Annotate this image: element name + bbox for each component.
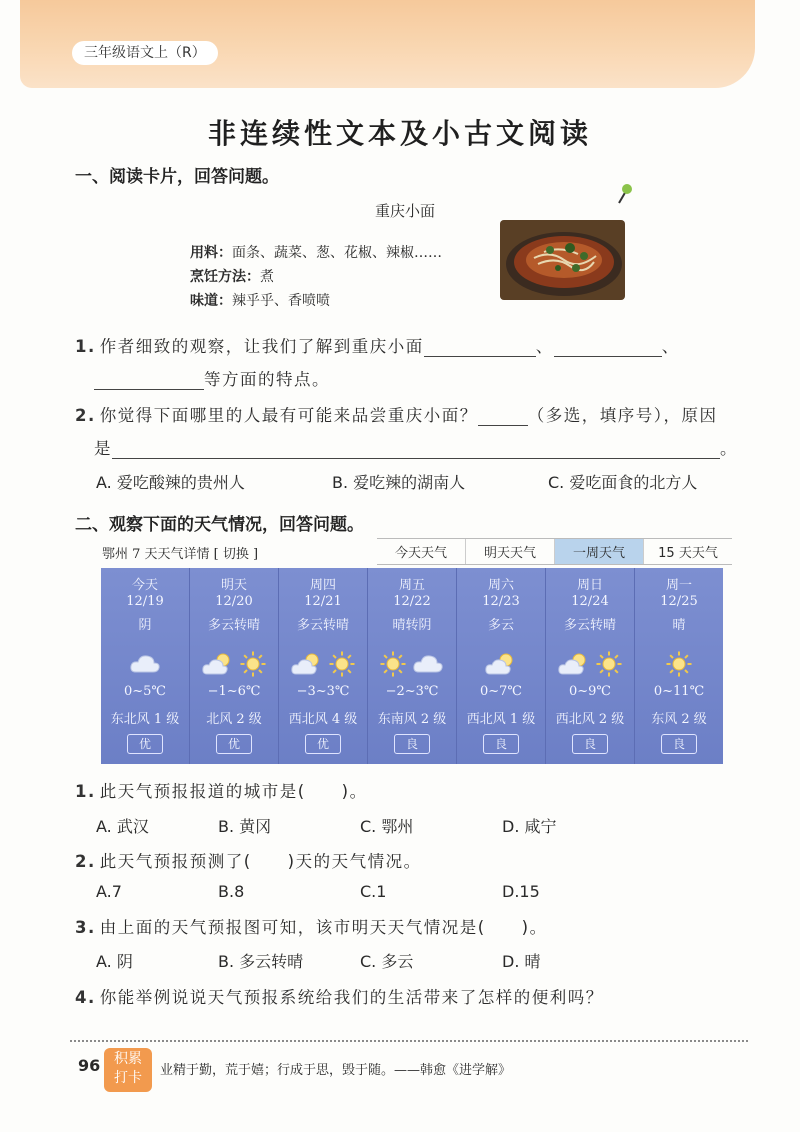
temperature-label: 0~11℃ — [653, 684, 705, 699]
partly-cloudy-icon — [557, 650, 591, 682]
answer-blank[interactable] — [94, 373, 204, 391]
card-ingredients: 用料：面条、蔬菜、葱、花椒、辣椒…… — [190, 245, 442, 261]
day-label: 周六 — [487, 578, 514, 593]
tab-tomorrow[interactable]: 明天天气 — [466, 539, 555, 564]
temperature-label: 0~9℃ — [569, 684, 611, 699]
date-label: 12/21 — [304, 594, 342, 609]
temperature-label: −3~3℃ — [296, 684, 350, 699]
weather-icons — [368, 650, 456, 678]
grade-label: 三年级语文上（R） — [72, 41, 218, 65]
day-label: 今天 — [131, 578, 158, 593]
day-label: 周一 — [665, 578, 692, 593]
answer-blank[interactable] — [112, 442, 720, 460]
weather-day — [279, 568, 368, 764]
date-label: 12/22 — [393, 594, 431, 609]
date-label: 12/20 — [215, 594, 253, 609]
wind-label: 东南风 2 级 — [377, 712, 447, 727]
condition-label: 多云转晴 — [207, 618, 260, 633]
page-number: 96 — [78, 1056, 101, 1075]
s1-question-1-cont: 等方面的特点。 — [94, 366, 330, 390]
air-quality-badge: 优 — [127, 734, 163, 754]
s2-q3-option-a[interactable]: A. 阴 — [96, 952, 133, 971]
partly-cloudy-icon — [484, 650, 518, 682]
s2-question-4: 4. 你能举例说说天气预报系统给我们的生活带来了怎样的便利吗？ — [75, 988, 604, 1007]
condition-label: 多云 — [487, 618, 514, 633]
tab-week[interactable]: 一周天气 — [555, 539, 644, 564]
wind-label: 东北风 1 级 — [110, 712, 180, 727]
weather-icons — [279, 650, 367, 678]
card-title: 重庆小面 — [375, 202, 436, 220]
air-quality-badge: 良 — [394, 734, 430, 754]
s2-q3-option-c[interactable]: C. 多云 — [360, 952, 414, 971]
s1-question-1: 1. 作者细致的观察，让我们了解到重庆小面 、 、 — [75, 337, 680, 356]
s2-q1-option-b[interactable]: B. 黄冈 — [218, 817, 272, 836]
weather-day — [457, 568, 546, 764]
weather-icons — [635, 650, 723, 678]
wind-label: 西北风 4 级 — [288, 712, 358, 727]
sun-icon — [239, 650, 267, 682]
s2-q2-option-b[interactable]: B.8 — [218, 882, 245, 901]
weather-day — [546, 568, 635, 764]
date-label: 12/23 — [482, 594, 520, 609]
temperature-label: −2~3℃ — [385, 684, 439, 699]
partly-cloudy-icon — [290, 650, 324, 682]
wind-label: 西北风 1 级 — [466, 712, 536, 727]
weather-icons — [546, 650, 634, 678]
pin-icon — [615, 183, 633, 205]
condition-label: 晴 — [672, 618, 686, 633]
weather-day — [368, 568, 457, 764]
air-quality-badge: 良 — [483, 734, 519, 754]
cloud-icon — [128, 650, 162, 682]
condition-label: 阴 — [138, 618, 152, 633]
cloud-icon — [411, 650, 445, 682]
weather-header[interactable]: 鄂州 7 天天气详情 [ 切换 ] — [102, 547, 259, 562]
day-label: 周四 — [309, 578, 336, 593]
date-label: 12/25 — [660, 594, 698, 609]
s2-question-1: 1. 此天气预报报道的城市是( )。 — [75, 782, 368, 801]
tab-15days[interactable]: 15 天天气 — [658, 546, 718, 561]
air-quality-badge: 优 — [216, 734, 252, 754]
condition-label: 多云转晴 — [563, 618, 616, 633]
partly-cloudy-icon — [201, 650, 235, 682]
weather-icons — [101, 650, 189, 678]
date-label: 12/24 — [571, 594, 609, 609]
weather-day — [635, 568, 723, 764]
sun-icon — [665, 650, 693, 682]
s2-q1-option-d[interactable]: D. 咸宁 — [502, 817, 557, 836]
page-title: 非连续性文本及小古文阅读 — [207, 117, 592, 150]
weather-day — [190, 568, 279, 764]
answer-blank[interactable] — [478, 409, 528, 427]
temperature-label: −1~6℃ — [207, 684, 261, 699]
air-quality-badge: 良 — [661, 734, 697, 754]
answer-blank[interactable] — [554, 340, 662, 358]
weather-day — [101, 568, 190, 764]
air-quality-badge: 优 — [305, 734, 341, 754]
day-label: 周日 — [576, 578, 603, 593]
s2-q2-option-a[interactable]: A.7 — [96, 882, 122, 901]
answer-blank[interactable] — [424, 340, 536, 358]
date-label: 12/19 — [126, 594, 164, 609]
wind-label: 西北风 2 级 — [555, 712, 625, 727]
sun-icon — [595, 650, 623, 682]
s1-question-2: 2. 你觉得下面哪里的人最有可能来品尝重庆小面？ （多选，填序号），原因 — [75, 406, 718, 425]
weather-icons — [457, 650, 545, 678]
s2-question-3: 3. 由上面的天气预报图可知，该市明天天气情况是( )。 — [75, 918, 548, 937]
wind-label: 北风 2 级 — [206, 712, 262, 727]
s2-q3-option-d[interactable]: D. 晴 — [502, 952, 541, 971]
condition-label: 晴转阴 — [392, 618, 432, 633]
s2-q3-option-b[interactable]: B. 多云转晴 — [218, 952, 304, 971]
accumulate-badge: 积累 打卡 — [104, 1048, 152, 1092]
weather-panel — [101, 568, 723, 764]
s2-question-2: 2. 此天气预报预测了( )天的天气情况。 — [75, 852, 422, 871]
air-quality-badge: 良 — [572, 734, 608, 754]
s1-q2-option-b[interactable]: B. 爱吃辣的湖南人 — [332, 473, 466, 492]
condition-label: 多云转晴 — [296, 618, 349, 633]
section1-heading: 一、阅读卡片，回答问题。 — [75, 167, 279, 187]
card-method: 烹饪方法：煮 — [190, 269, 274, 285]
footer-divider — [70, 1040, 748, 1042]
tab-today[interactable]: 今天天气 — [377, 539, 466, 564]
s2-q1-option-a[interactable]: A. 武汉 — [96, 817, 149, 836]
card-taste: 味道：辣乎乎、香喷喷 — [190, 293, 330, 309]
day-label: 明天 — [220, 578, 247, 593]
section2-heading: 二、观察下面的天气情况，回答问题。 — [75, 515, 364, 535]
sun-icon — [379, 650, 407, 682]
day-label: 周五 — [398, 578, 425, 593]
temperature-label: 0~7℃ — [480, 684, 522, 699]
wind-label: 东风 2 级 — [651, 712, 707, 727]
temperature-label: 0~5℃ — [124, 684, 166, 699]
s2-q1-option-c[interactable]: C. 鄂州 — [360, 817, 414, 836]
s2-q2-option-d[interactable]: D.15 — [502, 882, 540, 901]
s2-q2-option-c[interactable]: C.1 — [360, 882, 387, 901]
s1-question-2-cont: 是 。 — [94, 439, 738, 458]
noodle-photo — [500, 220, 625, 300]
weather-icons — [190, 650, 278, 678]
s1-q2-option-a[interactable]: A. 爱吃酸辣的贵州人 — [96, 473, 245, 492]
sun-icon — [328, 650, 356, 682]
footer-quote: 业精于勤，荒于嬉；行成于思，毁于随。——韩愈《进学解》 — [160, 1063, 512, 1078]
weather-tabs — [377, 538, 732, 565]
s1-q2-option-c[interactable]: C. 爱吃面食的北方人 — [548, 473, 698, 492]
